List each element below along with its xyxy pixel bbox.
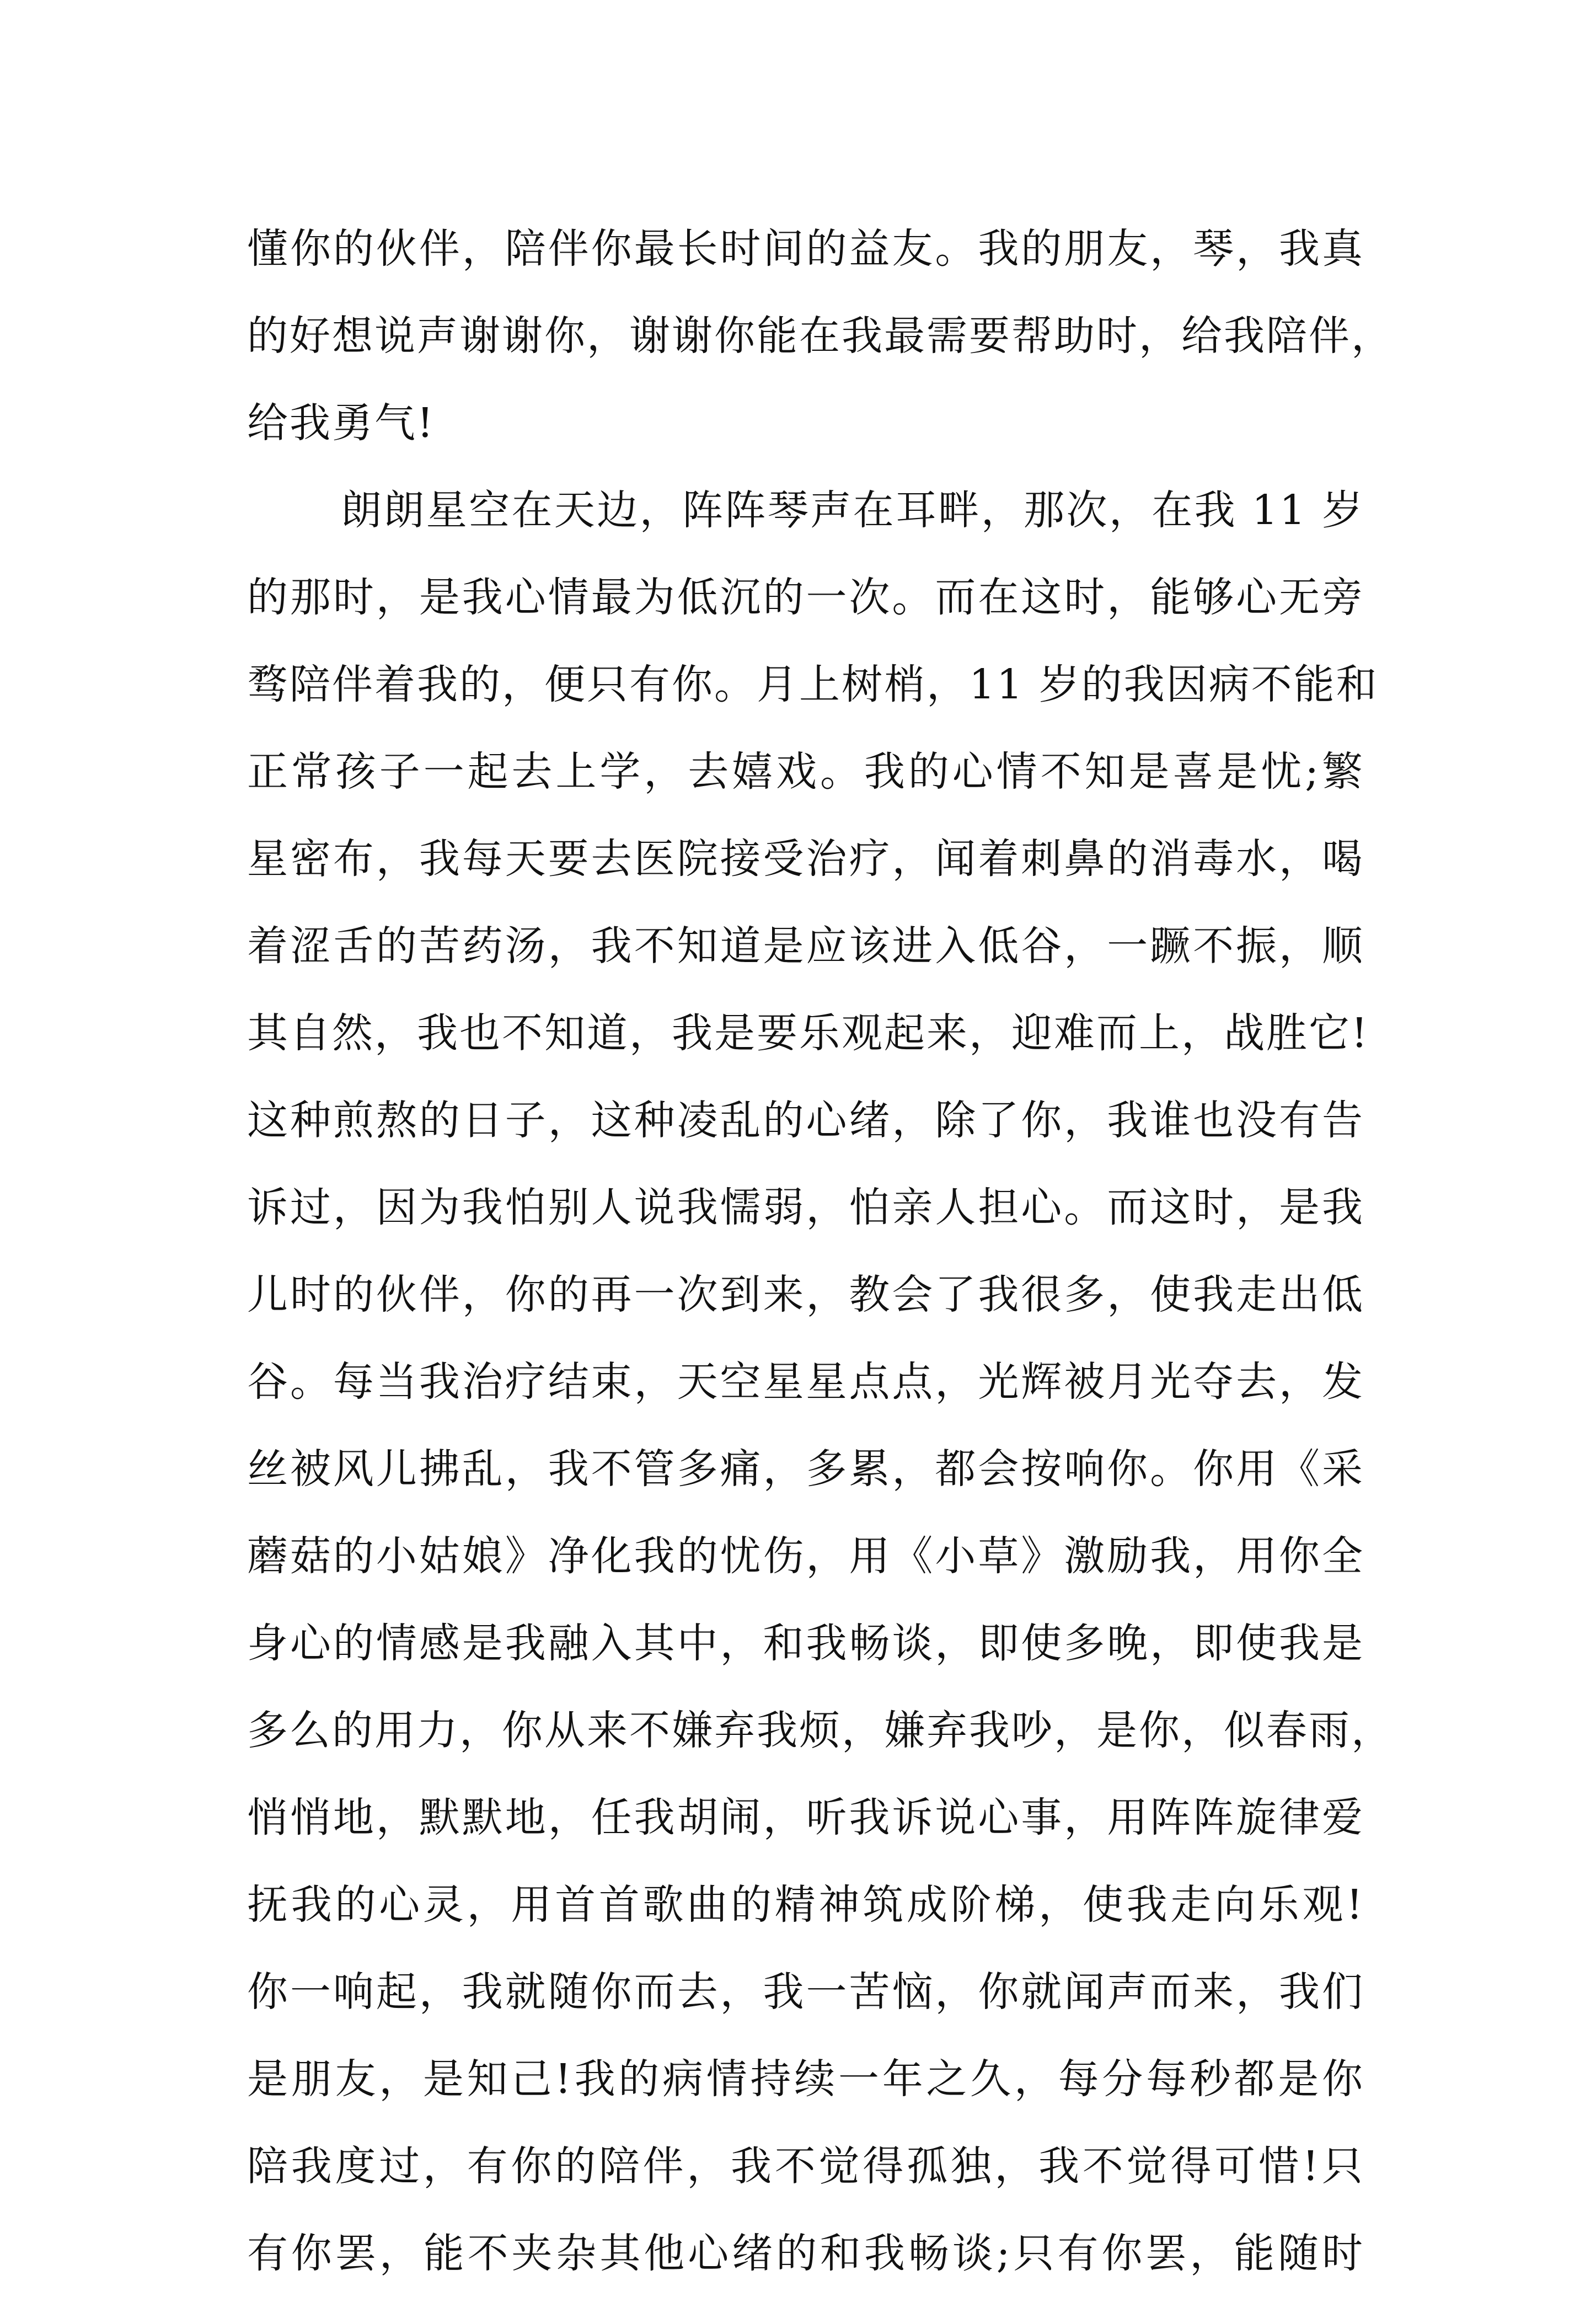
text-line: 给我勇气!	[247, 399, 435, 447]
text-line: 这种煎熬的日子，这种凌乱的心绪，除了你，我谁也没有告	[247, 1097, 1364, 1144]
text-line: 的好想说声谢谢你，谢谢你能在我最需要帮助时，给我陪伴，	[247, 312, 1394, 360]
text-line: 丝被风儿拂乱，我不管多痛，多累，都会按响你。你用《采	[247, 1445, 1364, 1493]
paragraph-1	[247, 205, 1394, 467]
text-line: 骛陪伴着我的，便只有你。月上树梢，11 岁的我因病不能和	[247, 661, 1379, 708]
text-line: 身心的情感是我融入其中，和我畅谈，即使多晚，即使我是	[247, 1620, 1364, 1667]
text-line: 儿时的伙伴，你的再一次到来，教会了我很多，使我走出低	[247, 1271, 1364, 1318]
text-line: 星密布，我每天要去医院接受治疗，闻着刺鼻的消毒水，喝	[247, 835, 1364, 883]
text-line: 陪我度过，有你的陪伴，我不觉得孤独，我不觉得可惜!只	[247, 2143, 1364, 2190]
text-line: 正常孩子一起去上学，去嬉戏。我的心情不知是喜是忧;繁	[247, 748, 1364, 795]
text-line: 谷。每当我治疗结束，天空星星点点，光辉被月光夺去，发	[247, 1358, 1364, 1406]
text-line: 多么的用力，你从来不嫌弃我烦，嫌弃我吵，是你，似春雨，	[247, 1707, 1394, 1754]
text-line: 悄悄地，默默地，任我胡闹，听我诉说心事，用阵阵旋律爱	[247, 1794, 1364, 1841]
text-line: 懂你的伙伴，陪伴你最长时间的益友。我的朋友，琴，我真	[247, 225, 1364, 273]
text-line: 着涩舌的苦药汤，我不知道是应该进入低谷，一蹶不振，顺	[247, 922, 1364, 970]
text-line: 蘑菇的小姑娘》净化我的忧伤，用《小草》激励我，用你全	[247, 1532, 1364, 1580]
text-line: 其自然，我也不知道，我是要乐观起来，迎难而上，战胜它!	[247, 1009, 1369, 1057]
text-line: 抚我的心灵，用首首歌曲的精神筑成阶梯，使我走向乐观!	[247, 1881, 1364, 1929]
text-line: 诉过，因为我怕别人说我懦弱，怕亲人担心。而这时，是我	[247, 1184, 1364, 1231]
text-line: 的那时，是我心情最为低沉的一次。而在这时，能够心无旁	[247, 574, 1364, 621]
paragraph-2	[247, 467, 1394, 2297]
text-line: 是朋友，是知己!我的病情持续一年之久，每分每秒都是你	[247, 2055, 1364, 2103]
text-line: 有你罢，能不夹杂其他心绪的和我畅谈;只有你罢，能随时	[247, 2230, 1364, 2277]
text-line: 朗朗星空在天边，阵阵琴声在耳畔，那次，在我 11 岁	[341, 487, 1364, 534]
text-line: 你一响起，我就随你而去，我一苦恼，你就闻声而来，我们	[247, 1968, 1364, 2016]
document-body	[247, 205, 1394, 2297]
